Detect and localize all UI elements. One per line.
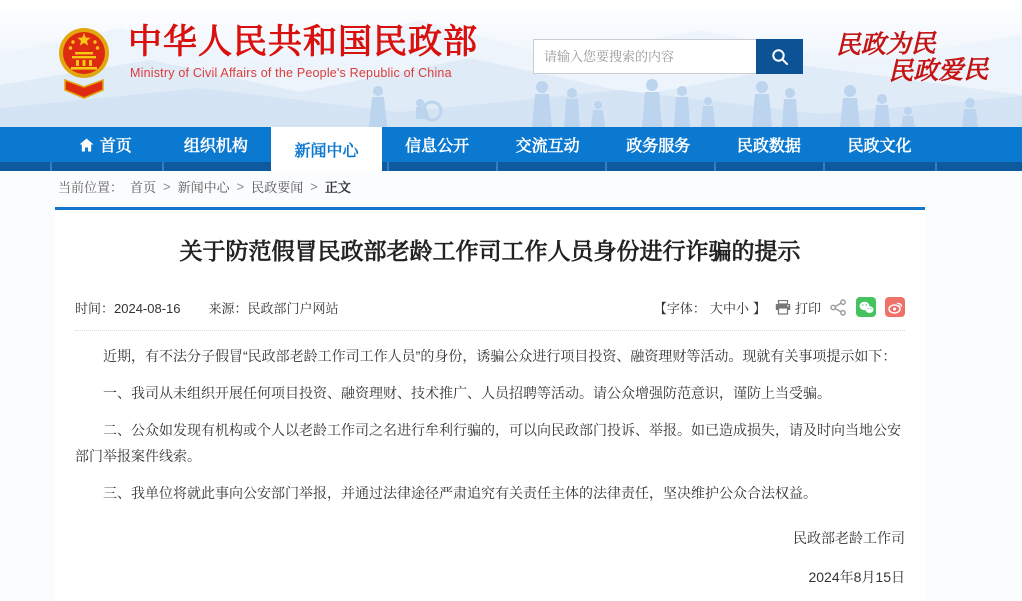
main-nav-items	[50, 127, 935, 171]
nav-item-4[interactable]	[382, 127, 493, 162]
nav-item-label: 民政数据	[736, 138, 801, 155]
article-paragraph-2: 一、我司从未组织开展任何项目投资、融资理财、技术推广、人员招聘等活动。请公众增强防范意识，谨防上当受骗。	[103, 385, 831, 401]
article-meta-left	[75, 298, 339, 317]
print-label: 打印	[794, 300, 821, 316]
site-subtitle: Ministry of Civil Affairs of the People's Republic of China	[130, 66, 452, 80]
breadcrumb-item-1[interactable]: 首页	[130, 180, 157, 195]
breadcrumb-label: 当前位置：	[58, 180, 124, 195]
font-size-buttons	[710, 298, 749, 317]
nav-item-label: 信息公开	[405, 138, 470, 155]
nav-item-6[interactable]	[603, 127, 714, 162]
nav-item-8[interactable]	[824, 127, 935, 162]
breadcrumb-separator: >	[236, 179, 245, 194]
slogan-line1: 民政为民	[835, 28, 937, 60]
nav-item-3[interactable]	[271, 127, 382, 171]
nav-item-label: 民政文化	[847, 138, 912, 155]
breadcrumb	[58, 177, 351, 196]
weibo-share-button[interactable]	[885, 297, 905, 317]
slogan-calligraphy	[836, 29, 1007, 86]
breadcrumb-item-2[interactable]: 新闻中心	[177, 180, 230, 195]
site-title-block	[128, 22, 478, 80]
nav-item-2[interactable]	[161, 127, 272, 162]
breadcrumb-separator: >	[163, 179, 171, 194]
nav-item-label: 组织机构	[183, 138, 248, 155]
nav-item-7[interactable]	[714, 127, 825, 162]
article-time: 时间：2024-08-16	[75, 300, 181, 316]
home-icon	[79, 138, 94, 152]
font-size-suffix: 】	[752, 300, 766, 316]
share-button[interactable]	[830, 299, 847, 316]
search-input[interactable]	[533, 39, 756, 74]
article-title: 关于防范假冒民政部老龄工作司工作人员身份进行诈骗的提示	[179, 238, 801, 264]
meta-separator	[75, 330, 905, 331]
slogan-line2: 民政爱民	[887, 54, 989, 86]
article-date: 2024年8月15日	[808, 569, 905, 585]
weibo-icon	[888, 300, 903, 314]
nav-item-5[interactable]	[492, 127, 603, 162]
site-title: 中华人民共和国民政部	[128, 23, 478, 61]
article-meta-row	[75, 297, 905, 317]
article-signature: 民政部老龄工作司	[793, 530, 905, 546]
search-box	[533, 39, 803, 74]
nav-item-label: 新闻中心	[294, 142, 359, 160]
wechat-icon	[859, 301, 874, 314]
print-button[interactable]	[775, 298, 821, 317]
breadcrumb-item-4: 正文	[324, 180, 351, 195]
site-logo[interactable]	[58, 22, 478, 102]
article-container	[55, 207, 925, 601]
article-source: 来源：民政部门户网站	[208, 300, 339, 316]
nav-strip-divider	[935, 162, 937, 171]
nav-item-1[interactable]	[50, 127, 161, 162]
share-icon	[830, 299, 847, 316]
article-meta-right	[654, 297, 905, 317]
font-size-button-2[interactable]: 中	[722, 300, 736, 316]
site-header	[0, 0, 1022, 127]
nav-item-label: 首页	[99, 138, 132, 155]
breadcrumb-item-3[interactable]: 民政要闻	[251, 180, 304, 195]
wechat-share-button[interactable]	[856, 297, 876, 317]
font-size-control	[654, 298, 766, 317]
article-paragraph-3: 二、公众如发现有机构或个人以老龄工作司之名进行牟利行骗的，可以向民政部门投诉、举报。如已造成损失，请及时向当地公安部门举报案件线索。	[75, 422, 901, 464]
nav-item-label: 政务服务	[626, 138, 691, 155]
search-button[interactable]	[756, 39, 803, 74]
nav-item-label: 交流互动	[515, 138, 580, 155]
national-emblem-icon	[58, 24, 110, 102]
search-icon	[771, 48, 789, 66]
article-paragraph-4: 三、我单位将就此事向公安部门举报，并通过法律途径严肃追究有关责任主体的法律责任，坚决维护公众合法权益。	[103, 485, 817, 501]
font-size-button-3[interactable]: 小	[735, 300, 749, 316]
article-paragraph-1: 近期，有不法分子假冒“民政部老龄工作司工作人员”的身份，诱骗公众进行项目投资、融资理财等活动。现就有关事项提示如下：	[103, 348, 897, 364]
article-body	[75, 343, 905, 506]
font-size-button-1[interactable]: 大	[709, 300, 723, 316]
printer-icon	[775, 300, 791, 315]
breadcrumb-separator: >	[310, 179, 318, 194]
font-size-prefix: 【字体：	[653, 300, 706, 316]
